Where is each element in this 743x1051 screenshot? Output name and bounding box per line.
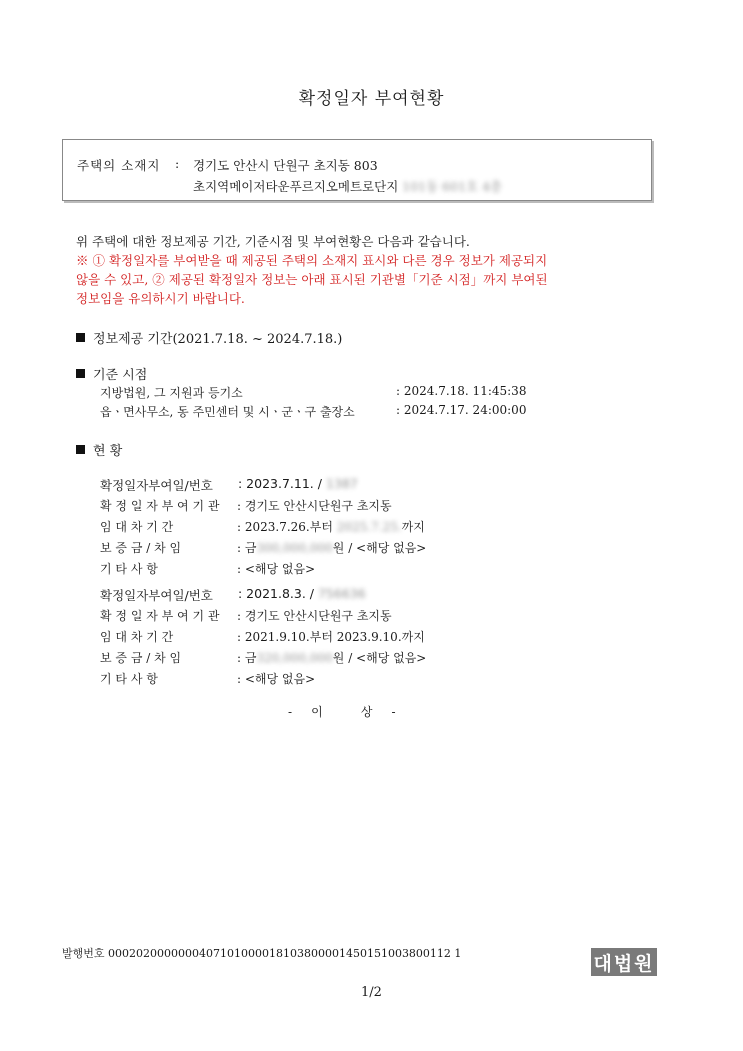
warning-line-3: 정보임을 유의하시기 바랍니다. — [76, 291, 245, 306]
record-number-redacted: 1387 — [325, 476, 358, 491]
warning-line-1: ※ ① 확정일자를 부여받을 때 제공된 주택의 소재지 표시와 다른 경우 정보가 제공되지 — [76, 253, 548, 268]
record-org-value: : 경기도 안산시단원구 초지동 — [237, 499, 392, 513]
record-date-value — [238, 586, 366, 601]
record-term-label: 임 대 차 기 간 — [100, 630, 174, 644]
record-etc-label: 기 타 사 항 — [100, 672, 158, 686]
base-label: 기준 시점 — [93, 368, 148, 383]
page-number: 1/2 — [361, 985, 382, 1000]
record-term-end-redacted: 2025.7.25. — [336, 520, 402, 534]
record-deposit-prefix: : 금 — [237, 651, 257, 665]
record-etc-value: : <해당 없음> — [237, 562, 316, 576]
record-etc-value: : <해당 없음> — [237, 672, 316, 686]
record-number-redacted: 756636 — [317, 586, 366, 601]
address-label: 주택의 소재지 — [77, 158, 161, 173]
record-deposit-prefix: : 금 — [237, 541, 257, 555]
address-line-2 — [193, 177, 502, 195]
base-row-value: : 2024.7.17. 24:00:00 — [396, 403, 527, 417]
record-date-value — [238, 476, 358, 491]
square-bullet-icon — [76, 445, 85, 454]
square-bullet-icon — [76, 333, 85, 342]
record-deposit-redacted: 320,000,000 — [256, 651, 333, 665]
record-date-label: 확정일자부여일/번호 — [100, 588, 213, 603]
record-date-text: : 2021.8.3. / — [238, 586, 318, 601]
record-deposit-value — [237, 649, 426, 666]
base-row-name: 읍ㆍ면사무소, 동 주민센터 및 시ㆍ군ㆍ구 출장소 — [100, 405, 355, 419]
base-section — [76, 364, 147, 383]
record-etc-label: 기 타 사 항 — [100, 562, 158, 576]
base-row-name: 지방법원, 그 지원과 등기소 — [100, 386, 243, 400]
status-section — [76, 440, 122, 459]
record-deposit-redacted: 300,000,000 — [256, 541, 333, 555]
record-deposit-suffix: 원 / <해당 없음> — [332, 541, 427, 555]
status-label: 현 황 — [93, 444, 123, 459]
warning-line-2: 않을 수 있고, ② 제공된 확정일자 정보는 아래 표시된 기관별「기준 시점」까지 부여된 — [76, 272, 548, 287]
record-deposit-label: 보 증 금 / 차 임 — [100, 541, 182, 555]
record-term-start: : 2023.7.26.부터 — [237, 520, 337, 534]
square-bullet-icon — [76, 369, 85, 378]
court-seal: 대법원 — [591, 948, 657, 976]
intro-text: 위 주택에 대한 정보제공 기간, 기준시점 및 부여현황은 다음과 같습니다. — [76, 234, 470, 249]
record-org-value: : 경기도 안산시단원구 초지동 — [237, 609, 392, 623]
period-label: 정보제공 기간(2021.7.18. ~ 2024.7.18.) — [93, 332, 343, 347]
record-date-text: : 2023.7.11. / — [238, 476, 326, 491]
base-row-value: : 2024.7.18. 11:45:38 — [396, 384, 527, 398]
record-term-suffix: 까지 — [401, 520, 425, 534]
record-org-label: 확 정 일 자 부 여 기 관 — [100, 609, 220, 623]
document-title: 확정일자 부여현황 — [298, 89, 445, 109]
record-term-label: 임 대 차 기 간 — [100, 520, 174, 534]
period-section — [76, 328, 342, 347]
record-term-value: : 2021.9.10.부터 2023.9.10.까지 — [237, 630, 425, 644]
address-redacted-unit: 101동 601호 4층 — [402, 179, 503, 194]
end-mark: - 이 상 - — [288, 705, 396, 719]
record-term-value — [237, 518, 425, 535]
address-colon: : — [175, 156, 180, 171]
address-line-1: 경기도 안산시 단원구 초지동 803 — [193, 158, 378, 173]
address-box — [62, 139, 652, 201]
record-date-label: 확정일자부여일/번호 — [100, 478, 213, 493]
record-deposit-suffix: 원 / <해당 없음> — [332, 651, 427, 665]
issue-number: 발행번호 0002020000000407101000018103800001450151003800112 1 — [62, 947, 462, 960]
record-deposit-label: 보 증 금 / 차 임 — [100, 651, 182, 665]
address-complex-name: 초지역메이저타운푸르지오메트로단지 — [193, 179, 399, 194]
record-org-label: 확 정 일 자 부 여 기 관 — [100, 499, 220, 513]
record-deposit-value — [237, 539, 426, 556]
